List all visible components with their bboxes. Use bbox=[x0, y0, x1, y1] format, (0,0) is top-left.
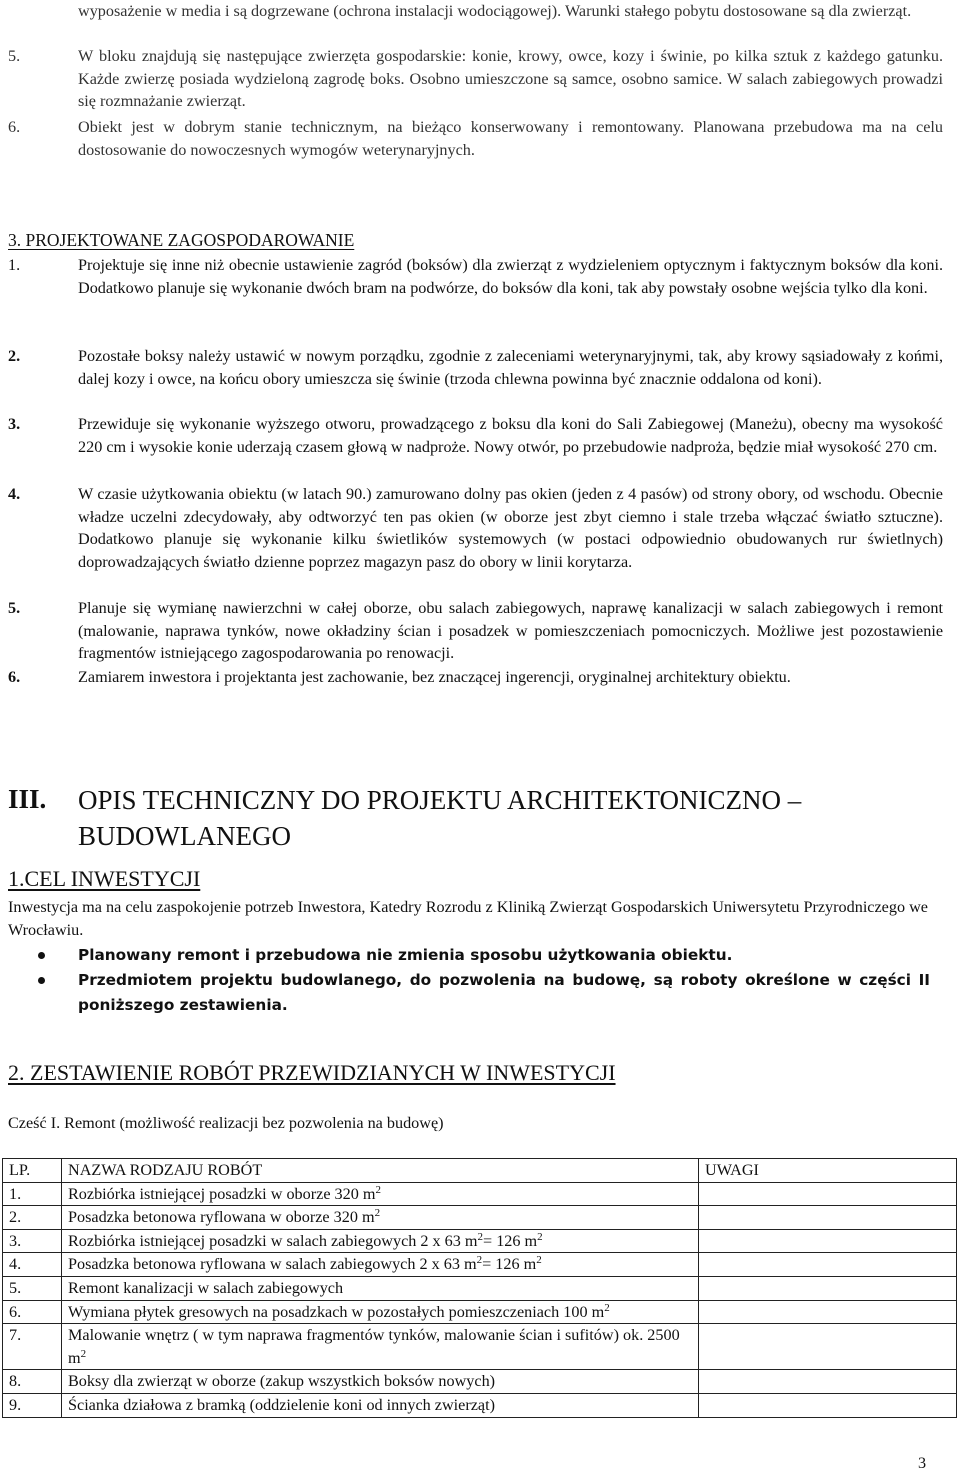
table-row bbox=[3, 1253, 957, 1277]
list-item-text: W czasie użytkowania obiektu (w latach 90.) zamurowano dolny pas okien (jeden z 4 pasów) od strony obory, od wschodu. Obecnie władze uczelni zdecydowały, aby odtworzyć ten pas okien (w oborze jest zbyt ciemno i stale trzeba włączać światło sztuczne). Dodatkowo planuje się wykonanie kilku świetlików systemowych (w postaci odpowiednio obudowanych rur świetlnych) doprowadzających światło dzienne poprzez magazyn pasz do obory w linii korytarza. bbox=[78, 485, 943, 571]
unit-superscript: 2 bbox=[604, 1301, 610, 1314]
part-number: III. bbox=[8, 784, 47, 814]
list-item-text: wyposażenie w media i są dogrzewane (ochrona instalacji wodociągowej). Warunki stałego pobytu dostosowane są dla zwierząt. bbox=[78, 2, 912, 20]
list-item-text: Planuje się wymianę nawierzchni w całej oborze, obu salach zabiegowych, naprawę kanalizacji w salach zabiegowych i remont (malowanie, naprawa tynków, nowe okładziny ścian i posadzek w pomieszczeniach pomocniczych. Możliwe jest pozostawienie fragmentów istniejącego zagospodarowania po renowacji. bbox=[78, 599, 943, 663]
column-header: UWAGI bbox=[699, 1159, 957, 1183]
list-item-number: 6. bbox=[8, 668, 21, 686]
notes-cell bbox=[699, 1206, 957, 1230]
unit-superscript: 2 bbox=[476, 1254, 483, 1267]
table-row bbox=[3, 1182, 957, 1206]
row-number: 3. bbox=[3, 1229, 62, 1253]
bullet-icon bbox=[38, 977, 45, 984]
list-item-number: 4. bbox=[8, 485, 21, 503]
list-item-text: Przewiduje się wykonanie wyższego otworu, prowadzącego z boksu dla koni do Sali Zabiegowej (Maneżu), obecny ma wysokość 220 cm i wysokie konie uderzają czasem głową w nadproże. Nowy otwór, po przebudowie nadproża, będzie miał wysokość 270 cm. bbox=[78, 415, 943, 456]
row-number: 5. bbox=[3, 1276, 62, 1300]
part-label: Cześć I. Remont (możliwość realizacji bez pozwolenia na budowę) bbox=[8, 1114, 444, 1132]
page-number: 3 bbox=[918, 1454, 927, 1472]
row-number: 6. bbox=[3, 1300, 62, 1324]
work-name bbox=[62, 1276, 699, 1300]
row-number: 1. bbox=[3, 1182, 62, 1206]
list-item-number: 5. bbox=[8, 599, 21, 617]
work-name bbox=[62, 1253, 699, 1277]
notes-cell bbox=[699, 1300, 957, 1324]
list-item-text: Projektuje się inne niż obecnie ustawienie zagród (boksów) dla zwierząt z wydzieleniem optycznym i faktycznym boksów dla koni. Dodatkowo planuje się wykonanie dwóch bram na podwórze, do boksów dla koni, tak aby powstały osobne wejścia tylko dla koni. bbox=[78, 256, 943, 297]
work-name-text: Wymiana płytek gresowych na posadzkach w pozostałych pomieszczeniach 100 m bbox=[68, 1302, 605, 1321]
list-item-text: Obiekt jest w dobrym stanie technicznym, na bieżąco konserwowany i remontowany. Planowana przebudowa ma na celu dostosowanie do nowoczesnych wymogów weterynaryjnych. bbox=[78, 118, 943, 159]
work-name bbox=[62, 1393, 699, 1417]
list-item-number: 1. bbox=[8, 256, 21, 274]
list-item-text: Zamiarem inwestora i projektanta jest zachowanie, bez znaczącej ingerencji, oryginalnej architektury obiektu. bbox=[78, 668, 791, 686]
list-item-number: 3. bbox=[8, 415, 21, 433]
work-name-text: Remont kanalizacji w salach zabiegowych bbox=[68, 1278, 344, 1297]
work-name-text: Malowanie wnętrz ( w tym naprawa fragmentów tynków, malowanie ścian i sufitów) ok. 2500 m bbox=[68, 1326, 680, 1367]
section-heading: 1.CEL INWESTYCJI bbox=[8, 866, 201, 891]
work-name bbox=[62, 1206, 699, 1230]
unit-superscript: 2 bbox=[477, 1230, 484, 1243]
column-header: NAZWA RODZAJU ROBÓT bbox=[62, 1159, 699, 1183]
list-item-number: 5. bbox=[8, 47, 21, 65]
table-row bbox=[3, 1229, 957, 1253]
work-name-text: Rozbiórka istniejącej posadzki w salach zabiegowych 2 x 63 m bbox=[68, 1231, 478, 1250]
list-item-text: Pozostałe boksy należy ustawić w nowym porządku, zgodnie z zaleceniami weterynaryjnymi, tak, aby krowy sąsiadowały z końmi, dalej kozy i owce, na końcu obory umieszcza się świnie (trzoda chlewna powinna być znacznie oddalona od koni). bbox=[78, 347, 943, 388]
work-name-text: Ścianka działowa z bramką (oddzielenie koni od innych zwierząt) bbox=[68, 1395, 495, 1414]
work-name-text: Posadzka betonowa ryflowana w salach zabiegowych 2 x 63 m bbox=[68, 1255, 477, 1274]
notes-cell bbox=[699, 1370, 957, 1394]
table-row bbox=[3, 1300, 957, 1324]
part-title: OPIS TECHNICZNY DO PROJEKTU ARCHITEKTONICZNO – BUDOWLANEGO bbox=[78, 785, 802, 851]
table-header-row bbox=[3, 1159, 957, 1183]
work-name bbox=[62, 1229, 699, 1253]
notes-cell bbox=[699, 1182, 957, 1206]
table-row bbox=[3, 1276, 957, 1300]
unit-superscript: 2 bbox=[536, 1254, 542, 1267]
bullet-text: Przedmiotem projektu budowlanego, do pozwolenia na budowę, są roboty określone w części II poniższego zestawienia. bbox=[78, 971, 930, 1014]
table-row bbox=[3, 1393, 957, 1417]
work-name-text: = 126 m bbox=[483, 1231, 538, 1250]
row-number: 7. bbox=[3, 1324, 62, 1370]
row-number: 8. bbox=[3, 1370, 62, 1394]
bullet-text: Planowany remont i przebudowa nie zmienia sposobu użytkowania obiektu. bbox=[78, 946, 733, 964]
work-name-text: Rozbiórka istniejącej posadzki w oborze 320 m bbox=[68, 1184, 376, 1203]
table-row bbox=[3, 1206, 957, 1230]
list-item-number: 2. bbox=[8, 347, 21, 365]
work-name-text: Posadzka betonowa ryflowana w oborze 320 m bbox=[68, 1208, 375, 1227]
work-name bbox=[62, 1370, 699, 1394]
work-name bbox=[62, 1300, 699, 1324]
work-name bbox=[62, 1324, 699, 1370]
notes-cell bbox=[699, 1229, 957, 1253]
row-number: 4. bbox=[3, 1253, 62, 1277]
section-heading: 2. ZESTAWIENIE ROBÓT PRZEWIDZIANYCH W INWESTYCJI bbox=[8, 1060, 616, 1085]
notes-cell bbox=[699, 1393, 957, 1417]
bullet-icon bbox=[38, 952, 45, 959]
paragraph-text: Inwestycja ma na celu zaspokojenie potrzeb Inwestora, Katedry Rozrodu z Kliniką Zwierząt Gospodarskich Uniwersytetu Przyrodniczego we Wrocławiu. bbox=[8, 898, 928, 939]
list-item-text: W bloku znajdują się następujące zwierzęta gospodarskie: konie, krowy, owce, kozy i świnie, po kilka sztuk z każdego gatunku. Każde zwierzę posiada wydzieloną zagrodę boks. Osobno umieszczone są samce, osobno samice. W salach zabiegowych prowadzi się rozmnażanie zwierząt. bbox=[78, 47, 943, 111]
notes-cell bbox=[699, 1276, 957, 1300]
row-number: 9. bbox=[3, 1393, 62, 1417]
work-name bbox=[62, 1182, 699, 1206]
work-name-text: = 126 m bbox=[482, 1255, 537, 1274]
notes-cell bbox=[699, 1324, 957, 1370]
work-name-text: Boksy dla zwierząt w oborze (zakup wszystkich boksów nowych) bbox=[68, 1372, 496, 1391]
unit-superscript: 2 bbox=[375, 1183, 381, 1196]
unit-superscript: 2 bbox=[537, 1230, 543, 1243]
row-number: 2. bbox=[3, 1206, 62, 1230]
unit-superscript: 2 bbox=[374, 1207, 381, 1220]
unit-superscript: 2 bbox=[80, 1347, 87, 1360]
table-row bbox=[3, 1370, 957, 1394]
column-header: LP. bbox=[3, 1159, 62, 1183]
notes-cell bbox=[699, 1253, 957, 1277]
list-item-number: 6. bbox=[8, 118, 21, 136]
table-row bbox=[3, 1324, 957, 1370]
works-table bbox=[2, 1158, 957, 1418]
section-heading: 3. PROJEKTOWANE ZAGOSPODAROWANIE bbox=[8, 230, 355, 250]
